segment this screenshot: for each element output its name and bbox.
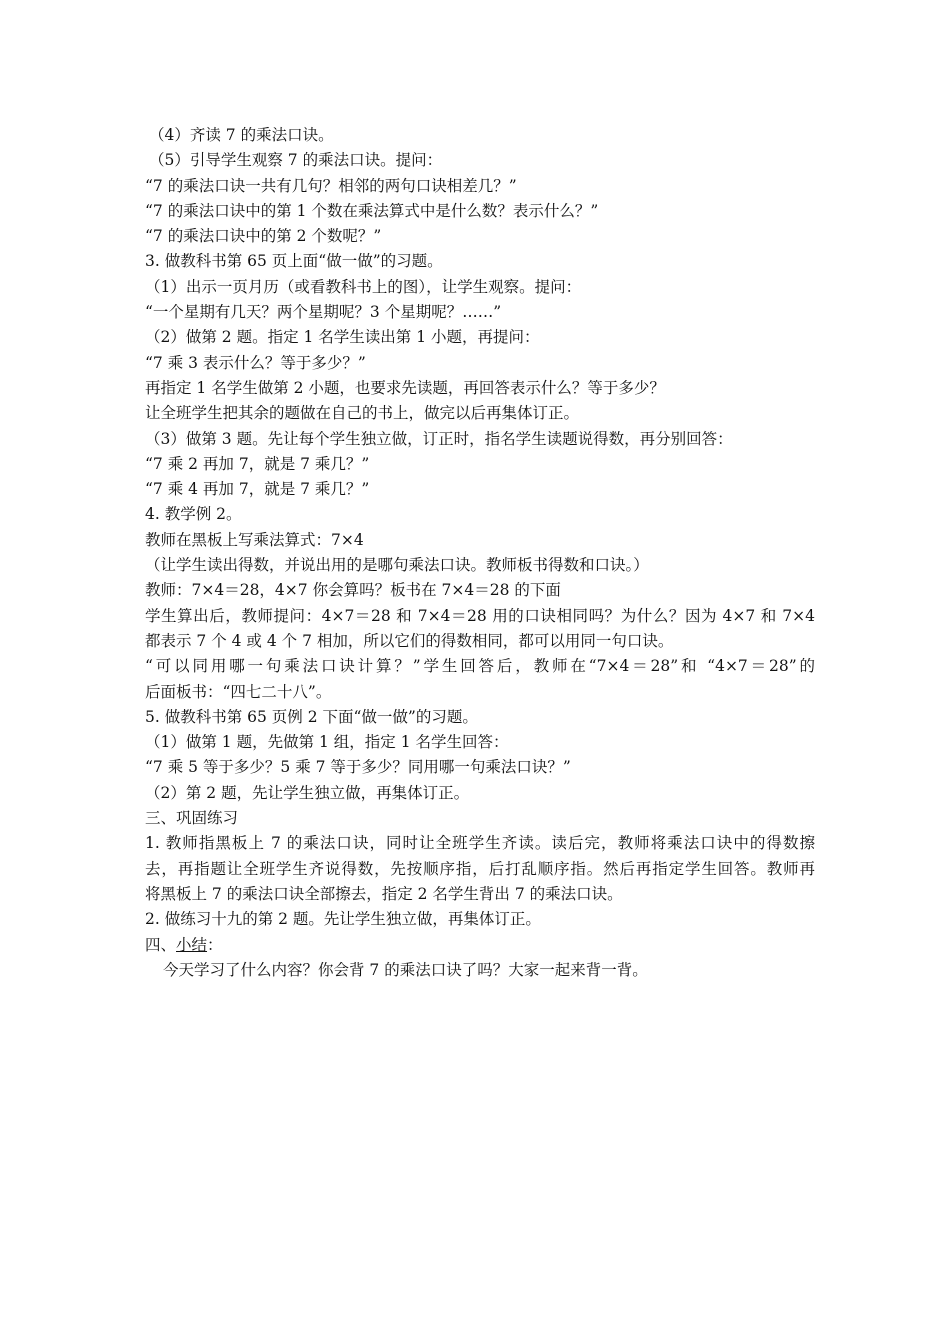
text-line: “7 乘 2 再加 7，就是 7 乘几？” [145, 454, 370, 473]
text-line: 1. 教师指黑板上 7 的乘法口诀，同时让全班学生齐读。读后完，教师将乘法口诀中的得数擦 [145, 834, 815, 853]
text-line: （5）引导学生观察 7 的乘法口诀。提问： [149, 151, 443, 170]
summary-heading-text: 小结 [176, 935, 208, 954]
text-line: （1）出示一页月历（或看教科书上的图），让学生观察。提问： [145, 277, 582, 296]
text-line: “7 乘 4 再加 7，就是 7 乘几？” [145, 480, 370, 499]
section-heading: 5. 做教科书第 65 页例 2 下面“做一做”的习题。 [145, 707, 478, 726]
text-line: （4）齐读 7 的乘法口诀。 [149, 126, 334, 144]
document-page [145, 123, 815, 983]
text-line: “7 的乘法口诀中的第 2 个数呢？” [145, 227, 382, 246]
summary-text: 今天学习了什么内容？你会背 7 的乘法口诀了吗？大家一起来背一背。 [163, 960, 648, 979]
text-line: （2）做第 2 题。指定 1 名学生读出第 1 小题，再提问： [145, 328, 540, 347]
text-line: “7 的乘法口诀一共有几句？相邻的两句口诀相差几？” [145, 176, 517, 195]
text-line: （2）第 2 题，先让学生独立做，再集体订正。 [145, 783, 470, 802]
text-line: 去，再指题让全班学生齐说得数，先按顺序指，后打乱顺序指。然后再指定学生回答。教师再 [145, 859, 815, 878]
text-line: （1）做第 1 题，先做第 1 组，指定 1 名学生回答： [145, 733, 509, 752]
text-line: 后面板书：“四七二十八”。 [145, 682, 332, 701]
text-line: 都表示 7 个 4 或 4 个 7 相加，所以它们的得数相同，都可以用同一句口诀。 [145, 631, 674, 650]
summary-heading [145, 933, 815, 958]
section-heading: 4. 教学例 2。 [145, 505, 242, 524]
text-line: “7 的乘法口诀中的第 1 个数在乘法算式中是什么数？表示什么？” [145, 201, 599, 220]
text-line: 再指定 1 名学生做第 2 小题，也要求先读题，再回答表示什么？等于多少？ [145, 378, 665, 397]
text-line: 学生算出后，教师提问：4×7＝28 和 7×4＝28 用的口诀相同吗？为什么？因为 4×7 和 7×4 [145, 606, 815, 625]
text-line: “一个星期有几天？两个星期呢？3 个星期呢？……” [145, 303, 502, 322]
text-line: “可以同用哪一句乘法口诀计算？”学生回答后，教师在“7×4＝28”和 “4×7＝28”的 [145, 657, 815, 676]
text-line: 教师：7×4＝28，4×7 你会算吗？板书在 7×4＝28 的下面 [145, 581, 561, 600]
section-heading: 3. 做教科书第 65 页上面“做一做”的习题。 [145, 252, 443, 271]
text-line: 2. 做练习十九的第 2 题。先让学生独立做，再集体订正。 [145, 910, 541, 929]
text-line: （3）做第 3 题。先让每个学生独立做，订正时，指名学生读题说得数，再分别回答： [145, 429, 733, 448]
text-line: （让学生读出得数，并说出用的是哪句乘法口诀。教师板书得数和口诀。） [145, 556, 649, 575]
text-line: 教师在黑板上写乘法算式：7×4 [145, 530, 364, 549]
text-line: 将黑板上 7 的乘法口诀全部擦去，指定 2 名学生背出 7 的乘法口诀。 [145, 884, 623, 903]
summary-prefix: 四、 [145, 935, 177, 954]
text-line: 让全班学生把其余的题做在自己的书上，做完以后再集体订正。 [145, 404, 580, 423]
section-heading: 三、巩固练习 [145, 809, 239, 828]
summary-colon: ： [207, 935, 223, 954]
text-line: “7 乘 3 表示什么？等于多少？” [145, 353, 366, 372]
text-line: “7 乘 5 等于多少？5 乘 7 等于多少？同用哪一句乘法口诀？” [145, 758, 571, 777]
